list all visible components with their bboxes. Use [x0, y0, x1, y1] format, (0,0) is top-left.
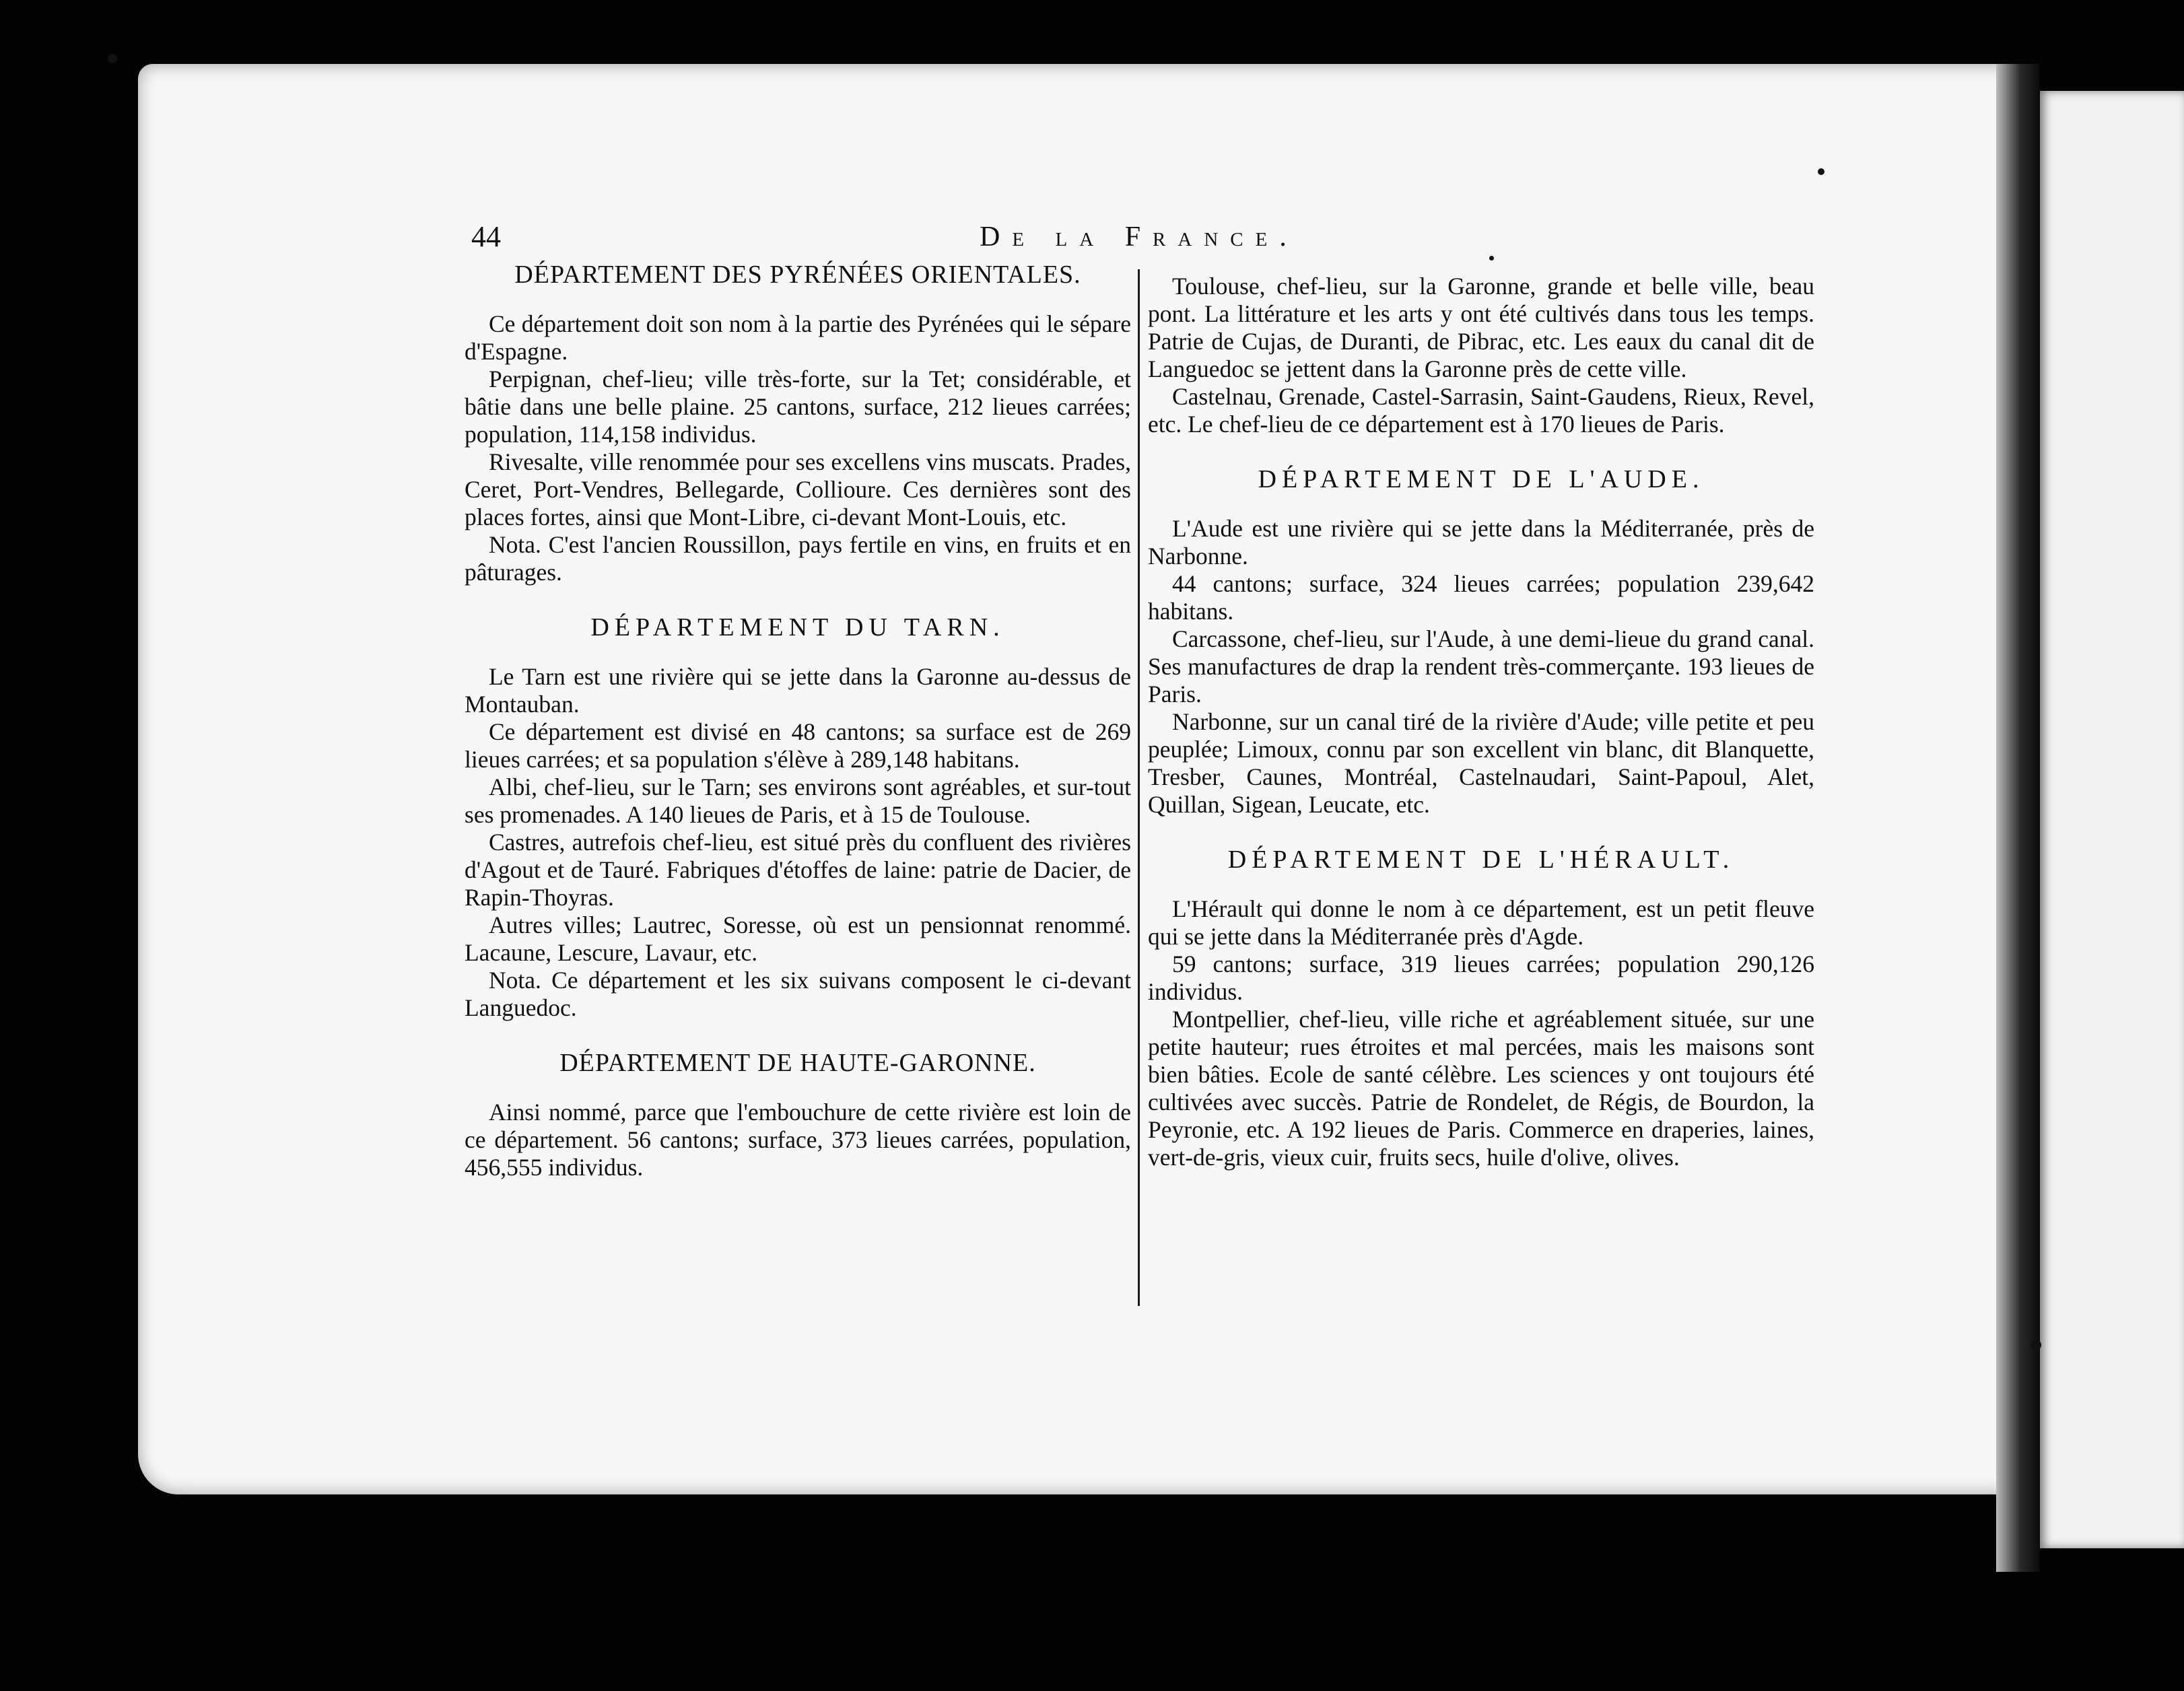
section-herault: [1148, 844, 1814, 1171]
section-heading: DÉPARTEMENT DU TARN.: [590, 613, 1005, 642]
paragraph: Carcassone, chef-lieu, sur l'Aude, à une demi-lieue du grand canal. Ses manufactures de drap la rendent très-commerçante. 193 lieues de Paris.: [1148, 625, 1814, 708]
page-number: 44: [471, 220, 501, 253]
paragraph: Nota. C'est l'ancien Roussillon, pays fertile en vins, en fruits et en pâturages.: [465, 531, 1131, 586]
paragraph: Nota. Ce département et les six suivans composent le ci-devant Languedoc.: [465, 967, 1131, 1021]
ink-speck: [1489, 256, 1494, 261]
section-haute-garonne: [465, 1047, 1131, 1181]
paragraph: Ainsi nommé, parce que l'embouchure de cette rivière est loin de ce département. 56 cantons; surface, 373 lieues carrées, population, 456,555 individus.: [465, 1099, 1131, 1181]
paragraph: 59 cantons; surface, 319 lieues carrées; population 290,126 individus.: [1148, 951, 1814, 1005]
paragraph: Ce département doit son nom à la partie des Pyrénées qui le sépare d'Espagne.: [465, 310, 1131, 365]
section-tarn: [465, 612, 1131, 1022]
section-heading: DÉPARTEMENT DE L'AUDE.: [1258, 465, 1705, 493]
ink-speck: [1818, 168, 1824, 175]
section-heading: DÉPARTEMENT DES PYRÉNÉES ORIENTALES.: [514, 261, 1081, 289]
column-divider: [1138, 269, 1140, 1306]
running-title: De la France.: [980, 221, 1299, 252]
paragraph: 44 cantons; surface, 324 lieues carrées; population 239,642 habitans.: [1148, 570, 1814, 625]
paragraph: Le Tarn est une rivière qui se jette dans la Garonne au-dessus de Montauban.: [465, 663, 1131, 718]
paragraph: Narbonne, sur un canal tiré de la rivière d'Aude; ville petite et peu peuplée; Limoux, connu par son excellent vin blanc, dit Blanquette, Tresber, Caunes, Montréal, Castelnaudari, Saint-Papoul, Alet, Quillan, Sigean, Leucate, etc.: [1148, 708, 1814, 818]
section-pyrenees-orientales: [465, 259, 1131, 586]
paragraph: Albi, chef-lieu, sur le Tarn; ses environs sont agréables, et sur-tout ses promenades. A 140 lieues de Paris, et à 15 de Toulouse.: [465, 773, 1131, 828]
paragraph: Ce département est divisé en 48 cantons; sa surface est de 269 lieues carrées; et sa population s'élève à 289,148 habitans.: [465, 718, 1131, 773]
section-heading: DÉPARTEMENT DE L'HÉRAULT.: [1227, 845, 1735, 874]
paragraph: Toulouse, chef-lieu, sur la Garonne, grande et belle ville, beau pont. La littérature et les arts y ont été cultivés dans tous les temps. Patrie de Cujas, de Duranti, de Pibrac, etc. Les eaux du canal dit de Languedoc se jettent dans la Garonne près de cette ville.: [1148, 273, 1814, 382]
right-page-edge: [2040, 91, 2184, 1548]
paragraph: Autres villes; Lautrec, Soresse, où est un pensionnat renommé. Lacaune, Lescure, Lavaur, etc.: [465, 911, 1131, 966]
paragraph: L'Hérault qui donne le nom à ce département, est un petit fleuve qui se jette dans la Méditerranée près d'Agde.: [1148, 895, 1814, 950]
section-aude: [1148, 464, 1814, 819]
section-haute-garonne-continued: [1148, 273, 1814, 438]
ink-speck: [108, 54, 117, 63]
running-head: [471, 217, 1313, 264]
paragraph: Castelnau, Grenade, Castel-Sarrasin, Saint-Gaudens, Rieux, Revel, etc. Le chef-lieu de ce département est à 170 lieues de Paris.: [1148, 383, 1814, 438]
paragraph: Castres, autrefois chef-lieu, est situé près du confluent des rivières d'Agout et de Tauré. Fabriques d'étoffes de laine: patrie de Dacier, de Rapin-Thoyras.: [465, 829, 1131, 911]
paragraph: Perpignan, chef-lieu; ville très-forte, sur la Tet; considérable, et bâtie dans une belle plaine. 25 cantons, surface, 212 lieues carrées; population, 114,158 individus.: [465, 366, 1131, 448]
section-heading: DÉPARTEMENT DE HAUTE-GARONNE.: [559, 1049, 1036, 1077]
paragraph: L'Aude est une rivière qui se jette dans la Méditerranée, près de Narbonne.: [1148, 515, 1814, 570]
paragraph: Montpellier, chef-lieu, ville riche et agréablement située, sur une petite hauteur; rues étroites et mal percées, mais les maisons sont bien bâties. Ecole de santé célèbre. Les sciences y ont toujours été cultivées avec succès. Patrie de Rondelet, de Régis, de Bourdon, la Peyronie, etc. A 192 lieues de Paris. Commerce en draperies, laines, vert-de-gris, vieux cuir, fruits secs, huile d'olive, olives.: [1148, 1006, 1814, 1171]
paragraph: Rivesalte, ville renommée pour ses excellens vins muscats. Prades, Ceret, Port-Vendres, Bellegarde, Collioure. Ces dernières sont des places fortes, ainsi que Mont-Libre, ci-devant Mont-Louis, etc.: [465, 448, 1131, 530]
right-column: [1148, 273, 1814, 1197]
ink-speck: [2031, 1340, 2041, 1350]
left-column: [465, 259, 1131, 1207]
